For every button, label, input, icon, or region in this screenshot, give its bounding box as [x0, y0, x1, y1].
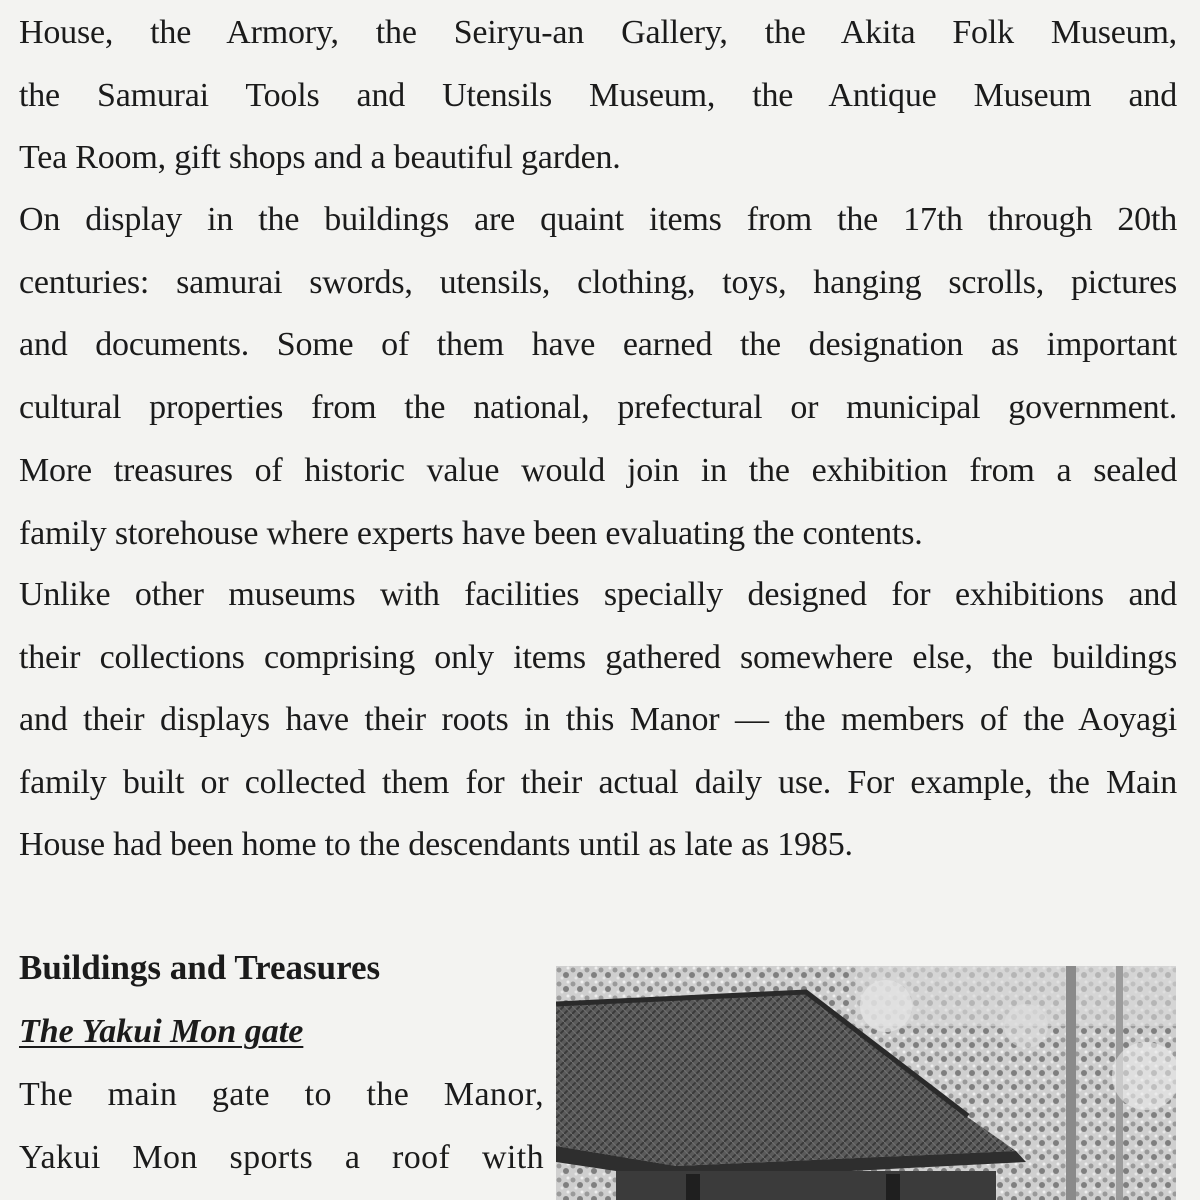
- text-line: family built or collected them for their actual daily use. For example, the Main: [19, 763, 1177, 801]
- intro-paragraph-2: [19, 189, 1177, 439]
- text-line: Unlike other museums with facilities specially designed for exhibitions and: [19, 576, 1177, 613]
- text-line: Yakui Mon sports a roof with: [19, 1138, 544, 1176]
- gate-photo-drawing: [556, 966, 1176, 1200]
- foliage-highlight: [860, 980, 912, 1032]
- intro-paragraph-1: [19, 2, 1177, 190]
- gate-photo-icon: [556, 966, 1176, 1200]
- text-line: the Samurai Tools and Utensils Museum, the Antique Museum and: [19, 76, 1177, 114]
- text-line: and documents. Some of them have earned the designation as important: [19, 326, 1177, 364]
- section-heading: Buildings and Treasures: [19, 948, 381, 987]
- gate-body: [616, 1171, 996, 1200]
- section-subheading: The Yakui Mon gate: [19, 1013, 304, 1050]
- gate-post: [686, 1174, 700, 1200]
- text-line: Tea Room, gift shops and a beautiful garden.: [19, 139, 621, 177]
- text-line: On display in the buildings are quaint items from the 17th through 20th: [19, 201, 1177, 238]
- text-line: their collections comprising only items gathered somewhere else, the buildings: [19, 638, 1177, 676]
- intro-paragraph-4: [19, 564, 1177, 877]
- text-line: cultural properties from the national, prefectural or municipal government.: [19, 388, 1177, 426]
- intro-paragraph-3: [19, 440, 1177, 565]
- text-line: More treasures of historic value would join in the exhibition from a sealed: [19, 452, 1177, 489]
- text-line: and their displays have their roots in this Manor — the members of the Aoyagi: [19, 701, 1177, 739]
- text-line: family storehouse where experts have been evaluating the contents.: [19, 514, 923, 552]
- text-line: House had been home to the descendants until as late as 1985.: [19, 826, 853, 864]
- foliage-highlight: [1004, 1004, 1048, 1048]
- text-line: House, the Armory, the Seiryu-an Gallery, the Akita Folk Museum,: [19, 14, 1177, 51]
- text-line: The main gate to the Manor,: [19, 1076, 544, 1113]
- text-line: centuries: samurai swords, utensils, clothing, toys, hanging scrolls, pictures: [19, 263, 1177, 301]
- gate-post: [886, 1174, 900, 1200]
- gate-description: [19, 1064, 544, 1189]
- tree-trunk: [1066, 966, 1076, 1200]
